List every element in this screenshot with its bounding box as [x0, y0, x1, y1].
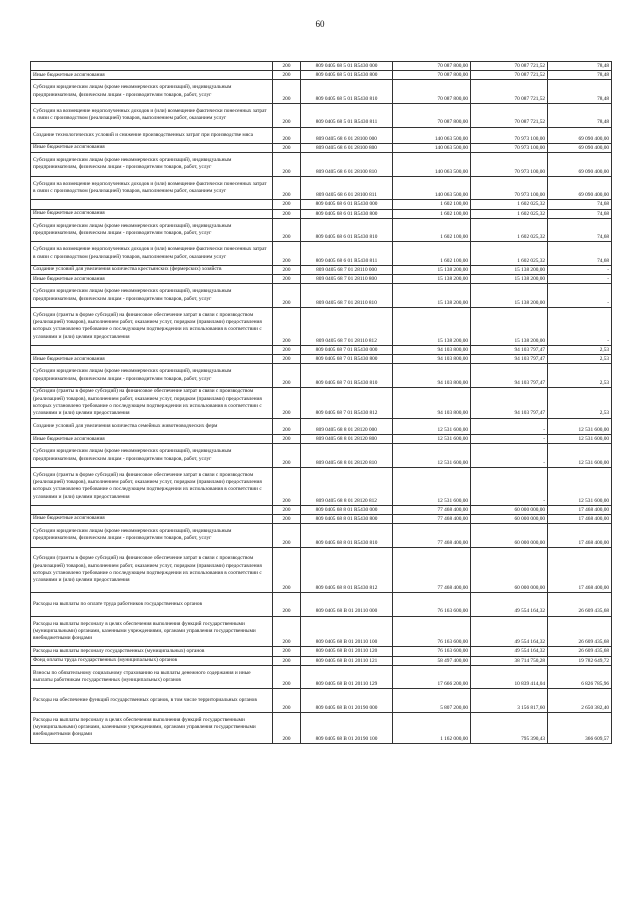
row-name: Создание технологических условий и снижение производственных затрат при производстве мяса: [31, 127, 273, 143]
row-fact: -: [471, 444, 548, 468]
row-fact: 60 000 000,00: [471, 524, 548, 548]
row-remainder: 74,68: [548, 218, 612, 242]
row-name: Иные бюджетные ассигнования: [31, 435, 273, 444]
row-fact: 1 602 025,32: [471, 200, 548, 209]
row-kbk: 809 0405 68 В 01 20110 000: [301, 592, 393, 616]
row-fact: 1 602 025,32: [471, 209, 548, 218]
table-row: [31, 62, 612, 71]
row-remainder: 2,53: [548, 355, 612, 364]
row-name: Субсидии на возмещение недополученных доходов и (или) возмещение фактически понесенных затрат в связи с производством (реализацией) товаров, выполнением работ, оказанием услуг: [31, 176, 273, 200]
row-plan: 140 063 500,00: [393, 153, 471, 177]
row-fact: 15 138 200,00: [471, 307, 548, 345]
row-kbk: 809 0405 68 7 01 R5430 812: [301, 387, 393, 418]
row-plan: 94 103 800,00: [393, 364, 471, 388]
row-name: Субсидии (гранты в форме субсидий) на финансовое обеспечение затрат в связи с производством (реализацией) товаров), выполнением работ, оказанием услуг, порядком (правилами) предоставления которых установлено требование о последующем подтверждении их использования в соответствии с условиями и (или) целями предоставления: [31, 547, 273, 592]
budget-table: [30, 61, 612, 744]
row-plan: 12 531 600,00: [393, 435, 471, 444]
row-name: Субсидии юридическим лицам (кроме некоммерческих организаций), индивидуальным предпринимателям, физическим лицам - производителям товаров, работ, услуг: [31, 153, 273, 177]
row-kbk: 809 0405 68 В 01 20110 120: [301, 647, 393, 656]
row-name: Расходы на выплаты персоналу государственных (муниципальных) органов: [31, 647, 273, 656]
row-name: Субсидии юридическим лицам (кроме некоммерческих организаций), индивидуальным предпринимателям, физическим лицам - производителям товаров, работ, услуг: [31, 444, 273, 468]
row-fact: 3 156 817,60: [471, 689, 548, 713]
row-kbk: 809 0405 68 В 01 20110 121: [301, 656, 393, 665]
row-remainder: 78,48: [548, 62, 612, 71]
row-kbk: 809 0405 68 8 01 28120 800: [301, 435, 393, 444]
row-code: 200: [273, 364, 301, 388]
row-fact: 38 714 750,28: [471, 656, 548, 665]
table-row: [31, 103, 612, 127]
row-plan: 15 138 200,00: [393, 265, 471, 274]
row-remainder: 366 609,57: [548, 712, 612, 743]
table-row: [31, 218, 612, 242]
table-row: [31, 307, 612, 345]
row-remainder: 69 090 400,00: [548, 153, 612, 177]
row-name: Иные бюджетные ассигнования: [31, 71, 273, 80]
row-name: [31, 505, 273, 514]
row-plan: 1 602 100,00: [393, 200, 471, 209]
table-row: [31, 345, 612, 354]
row-kbk: 809 0405 68 5 01 R5430 000: [301, 62, 393, 71]
row-plan: 77 468 400,00: [393, 524, 471, 548]
row-name: Субсидии юридическим лицам (кроме некоммерческих организаций), индивидуальным предпринимателям, физическим лицам - производителям товаров, работ, услуг: [31, 284, 273, 308]
table-row: [31, 592, 612, 616]
table-row: [31, 355, 612, 364]
row-plan: 140 063 500,00: [393, 127, 471, 143]
row-code: 200: [273, 62, 301, 71]
row-remainder: 6 826 785,96: [548, 665, 612, 689]
row-kbk: 809 0405 68 6 01 28100 810: [301, 153, 393, 177]
row-code: 200: [273, 665, 301, 689]
row-name: Субсидии (гранты в форме субсидий) на финансовое обеспечение затрат в связи с производством (реализацией) товаров), выполнением работ, оказанием услуг, порядком (правилами) предоставления которых установлено требование о последующем подтверждении их использования в соответствии с условиями и (или) целями предоставления: [31, 467, 273, 505]
row-kbk: 809 0405 68 В 01 20110 100: [301, 616, 393, 647]
row-code: 200: [273, 387, 301, 418]
row-name: [31, 200, 273, 209]
row-plan: 1 602 100,00: [393, 242, 471, 266]
row-fact: 15 138 200,00: [471, 284, 548, 308]
row-fact: 94 103 797,47: [471, 355, 548, 364]
row-kbk: 809 0405 68 7 01 28110 800: [301, 275, 393, 284]
row-code: 200: [273, 265, 301, 274]
row-name: Субсидии (гранты в форме субсидий) на финансовое обеспечение затрат в связи с производством (реализацией) товаров), выполнением работ, оказанием услуг, порядком (правилами) предоставления которых установлено требование о последующем подтверждении их использования в соответствии с условиями и (или) целями предоставления: [31, 307, 273, 345]
row-remainder: 17 468 400,00: [548, 547, 612, 592]
row-fact: 60 000 000,00: [471, 514, 548, 523]
row-code: 200: [273, 355, 301, 364]
row-remainder: 19 782 649,72: [548, 656, 612, 665]
row-code: 200: [273, 71, 301, 80]
row-fact: 49 554 164,32: [471, 592, 548, 616]
row-remainder: 69 090 400,00: [548, 176, 612, 200]
row-code: 200: [273, 153, 301, 177]
row-code: 200: [273, 444, 301, 468]
row-remainder: -: [548, 307, 612, 345]
table-row: [31, 242, 612, 266]
row-name: Создание условий для увеличения количества семейных животноводческих ферм: [31, 418, 273, 434]
row-code: 200: [273, 80, 301, 104]
row-code: 200: [273, 284, 301, 308]
row-code: 200: [273, 103, 301, 127]
row-kbk: 809 0405 68 5 01 R5430 800: [301, 71, 393, 80]
row-name: Расходы на выплаты персоналу в целях обеспечения выполнения функций государственными (муниципальными) органами, казенными учреждениями, органами управления государственными внебюджетными фондами: [31, 616, 273, 647]
row-plan: 1 602 100,00: [393, 209, 471, 218]
table-row: [31, 712, 612, 743]
row-code: 200: [273, 689, 301, 713]
row-remainder: 2,53: [548, 364, 612, 388]
row-remainder: 26 609 435,68: [548, 616, 612, 647]
row-kbk: 809 0405 68 7 01 28110 000: [301, 265, 393, 274]
row-kbk: 809 0405 68 7 01 R5430 800: [301, 355, 393, 364]
row-kbk: 809 0405 68 В 01 20190 100: [301, 712, 393, 743]
table-row: [31, 200, 612, 209]
row-fact: 60 000 000,00: [471, 505, 548, 514]
table-row: [31, 284, 612, 308]
row-name: Субсидии юридическим лицам (кроме некоммерческих организаций), индивидуальным предпринимателям, физическим лицам - производителям товаров, работ, услуг: [31, 364, 273, 388]
row-code: 200: [273, 656, 301, 665]
row-remainder: 78,48: [548, 103, 612, 127]
row-code: 200: [273, 467, 301, 505]
row-plan: 1 162 000,00: [393, 712, 471, 743]
table-row: [31, 209, 612, 218]
row-code: 200: [273, 647, 301, 656]
table-row: [31, 418, 612, 434]
row-kbk: 809 0405 68 6 01 R5430 810: [301, 218, 393, 242]
row-fact: 49 554 164,32: [471, 616, 548, 647]
row-remainder: 17 468 400,00: [548, 505, 612, 514]
row-kbk: 809 0405 68 8 01 28120 812: [301, 467, 393, 505]
row-remainder: 2 650 382,40: [548, 689, 612, 713]
row-code: 200: [273, 176, 301, 200]
table-row: [31, 444, 612, 468]
row-name: Иные бюджетные ассигнования: [31, 355, 273, 364]
row-remainder: 74,68: [548, 242, 612, 266]
row-fact: 70 973 100,00: [471, 153, 548, 177]
row-code: 200: [273, 307, 301, 345]
row-plan: 77 468 400,00: [393, 547, 471, 592]
row-name: Иные бюджетные ассигнования: [31, 514, 273, 523]
row-name: Расходы на выплаты по оплате труда работников государственных органов: [31, 592, 273, 616]
row-plan: 15 138 200,00: [393, 275, 471, 284]
row-kbk: 809 0405 68 7 01 28110 812: [301, 307, 393, 345]
row-fact: 94 103 797,47: [471, 364, 548, 388]
row-plan: 12 531 600,00: [393, 418, 471, 434]
table-row: [31, 524, 612, 548]
row-remainder: 12 531 600,00: [548, 435, 612, 444]
row-fact: 70 087 721,52: [471, 103, 548, 127]
row-fact: 70 087 721,52: [471, 80, 548, 104]
row-name: Расходы на обеспечение функций государственных органов, в том числе территориальных органов: [31, 689, 273, 713]
row-fact: 60 000 000,00: [471, 547, 548, 592]
row-code: 200: [273, 209, 301, 218]
row-name: Иные бюджетные ассигнования: [31, 209, 273, 218]
row-kbk: 809 0405 68 8 01 R5430 000: [301, 505, 393, 514]
row-remainder: 12 531 600,00: [548, 467, 612, 505]
row-name: Иные бюджетные ассигнования: [31, 275, 273, 284]
row-name: [31, 62, 273, 71]
row-remainder: 12 531 600,00: [548, 444, 612, 468]
row-plan: 76 163 600,00: [393, 592, 471, 616]
row-name: Субсидии юридическим лицам (кроме некоммерческих организаций), индивидуальным предпринимателям, физическим лицам - производителям товаров, работ, услуг: [31, 80, 273, 104]
table-row: [31, 80, 612, 104]
table-row: [31, 616, 612, 647]
row-code: 200: [273, 616, 301, 647]
row-kbk: 809 0405 68 5 01 R5430 810: [301, 80, 393, 104]
row-kbk: 809 0405 68 6 01 R5430 800: [301, 209, 393, 218]
row-remainder: 78,48: [548, 71, 612, 80]
row-plan: 17 666 200,00: [393, 665, 471, 689]
row-kbk: 809 0405 68 6 01 R5430 811: [301, 242, 393, 266]
row-fact: 94 103 797,47: [471, 387, 548, 418]
row-plan: 58 497 400,00: [393, 656, 471, 665]
row-name: Взносы по обязательному социальному страхованию на выплаты денежного содержания и иные выплаты работникам государственных (муниципальных) органов: [31, 665, 273, 689]
row-plan: 12 531 600,00: [393, 444, 471, 468]
table-row: [31, 143, 612, 152]
row-kbk: 809 0405 68 5 01 R5430 811: [301, 103, 393, 127]
table-row: [31, 647, 612, 656]
table-row: [31, 435, 612, 444]
table-row: [31, 505, 612, 514]
row-code: 200: [273, 547, 301, 592]
row-code: 200: [273, 418, 301, 434]
row-name: Фонд оплаты труда государственных (муниципальных) органов: [31, 656, 273, 665]
row-name: Иные бюджетные ассигнования: [31, 143, 273, 152]
row-plan: 94 103 800,00: [393, 345, 471, 354]
row-fact: 70 973 100,00: [471, 176, 548, 200]
row-kbk: 809 0405 68 7 01 28110 810: [301, 284, 393, 308]
row-kbk: 809 0405 68 7 01 R5430 810: [301, 364, 393, 388]
row-name: Субсидии (гранты в форме субсидий) на финансовое обеспечение затрат в связи с производством (реализацией) товаров), выполнением работ, оказанием услуг, порядком (правилами) предоставления которых установлено требование о последующем подтверждении их использования в соответствии с условиями и (или) целями предоставления: [31, 387, 273, 418]
table-row: [31, 514, 612, 523]
row-code: 200: [273, 435, 301, 444]
row-plan: 76 163 600,00: [393, 647, 471, 656]
row-kbk: 809 0405 68 6 01 28100 800: [301, 143, 393, 152]
row-fact: 15 138 200,00: [471, 275, 548, 284]
row-plan: 140 063 500,00: [393, 176, 471, 200]
table-row: [31, 689, 612, 713]
row-plan: 70 087 800,00: [393, 103, 471, 127]
table-row: [31, 364, 612, 388]
row-plan: 77 468 400,00: [393, 505, 471, 514]
row-kbk: 809 0405 68 6 01 R5430 000: [301, 200, 393, 209]
table-row: [31, 387, 612, 418]
row-kbk: 809 0405 68 7 01 R5430 000: [301, 345, 393, 354]
row-remainder: 69 090 400,00: [548, 127, 612, 143]
table-row: [31, 265, 612, 274]
row-kbk: 809 0405 68 8 01 28120 810: [301, 444, 393, 468]
table-row: [31, 467, 612, 505]
row-remainder: 17 468 400,00: [548, 524, 612, 548]
row-fact: 94 103 797,47: [471, 345, 548, 354]
row-plan: 76 163 600,00: [393, 616, 471, 647]
row-remainder: 69 090 400,00: [548, 143, 612, 152]
row-name: Расходы на выплаты персоналу в целях обеспечения выполнения функций государственными (муниципальными) органами, казенными учреждениями, органами управления государственными внебюджетными фондами: [31, 712, 273, 743]
table-row: [31, 71, 612, 80]
row-plan: 70 087 800,00: [393, 71, 471, 80]
row-remainder: 78,48: [548, 80, 612, 104]
row-plan: 94 103 800,00: [393, 387, 471, 418]
table-row: [31, 153, 612, 177]
row-code: 200: [273, 524, 301, 548]
row-fact: -: [471, 418, 548, 434]
row-plan: 140 063 500,00: [393, 143, 471, 152]
row-name: Субсидии на возмещение недополученных доходов и (или) возмещение фактически понесенных затрат в связи с производством (реализацией) товаров, выполнением работ, оказанием услуг: [31, 103, 273, 127]
row-fact: 49 554 164,32: [471, 647, 548, 656]
row-remainder: 2,53: [548, 387, 612, 418]
table-row: [31, 547, 612, 592]
row-plan: 77 468 400,00: [393, 514, 471, 523]
row-fact: 70 087 721,52: [471, 71, 548, 80]
table-row: [31, 176, 612, 200]
row-fact: -: [471, 467, 548, 505]
row-name: Субсидии на возмещение недополученных доходов и (или) возмещение фактически понесенных затрат в связи с производством (реализацией) товаров, выполнением работ, оказанием услуг: [31, 242, 273, 266]
row-plan: 1 602 100,00: [393, 218, 471, 242]
row-code: 200: [273, 505, 301, 514]
row-plan: 15 138 200,00: [393, 307, 471, 345]
row-remainder: 2,53: [548, 345, 612, 354]
row-kbk: 809 0405 68 8 01 R5430 812: [301, 547, 393, 592]
row-code: 200: [273, 218, 301, 242]
row-code: 200: [273, 592, 301, 616]
row-fact: 70 087 721,52: [471, 62, 548, 71]
table-row: [31, 275, 612, 284]
row-name: Субсидии юридическим лицам (кроме некоммерческих организаций), индивидуальным предпринимателям, физическим лицам - производителям товаров, работ, услуг: [31, 218, 273, 242]
row-kbk: 809 0405 68 В 01 20190 000: [301, 689, 393, 713]
row-code: 200: [273, 712, 301, 743]
page-number: 60: [315, 19, 325, 29]
row-code: 200: [273, 200, 301, 209]
row-kbk: 809 0405 68 8 01 28120 000: [301, 418, 393, 434]
row-kbk: 809 0405 68 6 01 28100 811: [301, 176, 393, 200]
row-code: 200: [273, 345, 301, 354]
row-plan: 94 103 800,00: [393, 355, 471, 364]
row-name: Субсидии юридическим лицам (кроме некоммерческих организаций), индивидуальным предпринимателям, физическим лицам - производителям товаров, работ, услуг: [31, 524, 273, 548]
table-row: [31, 127, 612, 143]
row-fact: 70 973 100,00: [471, 127, 548, 143]
row-fact: 1 602 025,32: [471, 242, 548, 266]
row-fact: 1 602 025,32: [471, 218, 548, 242]
row-code: 200: [273, 143, 301, 152]
row-fact: 10 839 414,04: [471, 665, 548, 689]
row-kbk: 809 0405 68 8 01 R5430 800: [301, 514, 393, 523]
row-code: 200: [273, 242, 301, 266]
row-name: [31, 345, 273, 354]
row-plan: 12 531 600,00: [393, 467, 471, 505]
table-row: [31, 656, 612, 665]
row-plan: 70 087 800,00: [393, 62, 471, 71]
row-plan: 15 138 200,00: [393, 284, 471, 308]
row-code: 200: [273, 275, 301, 284]
row-remainder: 74,68: [548, 200, 612, 209]
row-name: Создание условий для увеличения количества крестьянских (фермерских) хозяйств: [31, 265, 273, 274]
row-fact: 70 973 100,00: [471, 143, 548, 152]
row-kbk: 809 0405 68 В 01 20110 129: [301, 665, 393, 689]
row-kbk: 809 0405 68 8 01 R5430 810: [301, 524, 393, 548]
row-code: 200: [273, 127, 301, 143]
row-remainder: 74,68: [548, 209, 612, 218]
row-remainder: -: [548, 275, 612, 284]
table-row: [31, 665, 612, 689]
row-fact: 795 390,43: [471, 712, 548, 743]
row-remainder: 26 609 435,68: [548, 592, 612, 616]
row-remainder: -: [548, 265, 612, 274]
row-remainder: 17 468 400,00: [548, 514, 612, 523]
row-plan: 5 807 200,00: [393, 689, 471, 713]
row-fact: 15 138 200,00: [471, 265, 548, 274]
row-remainder: 12 531 600,00: [548, 418, 612, 434]
row-plan: 70 087 800,00: [393, 80, 471, 104]
row-kbk: 809 0405 68 6 01 28100 000: [301, 127, 393, 143]
row-fact: -: [471, 435, 548, 444]
row-code: 200: [273, 514, 301, 523]
row-remainder: 26 609 435,68: [548, 647, 612, 656]
row-remainder: -: [548, 284, 612, 308]
